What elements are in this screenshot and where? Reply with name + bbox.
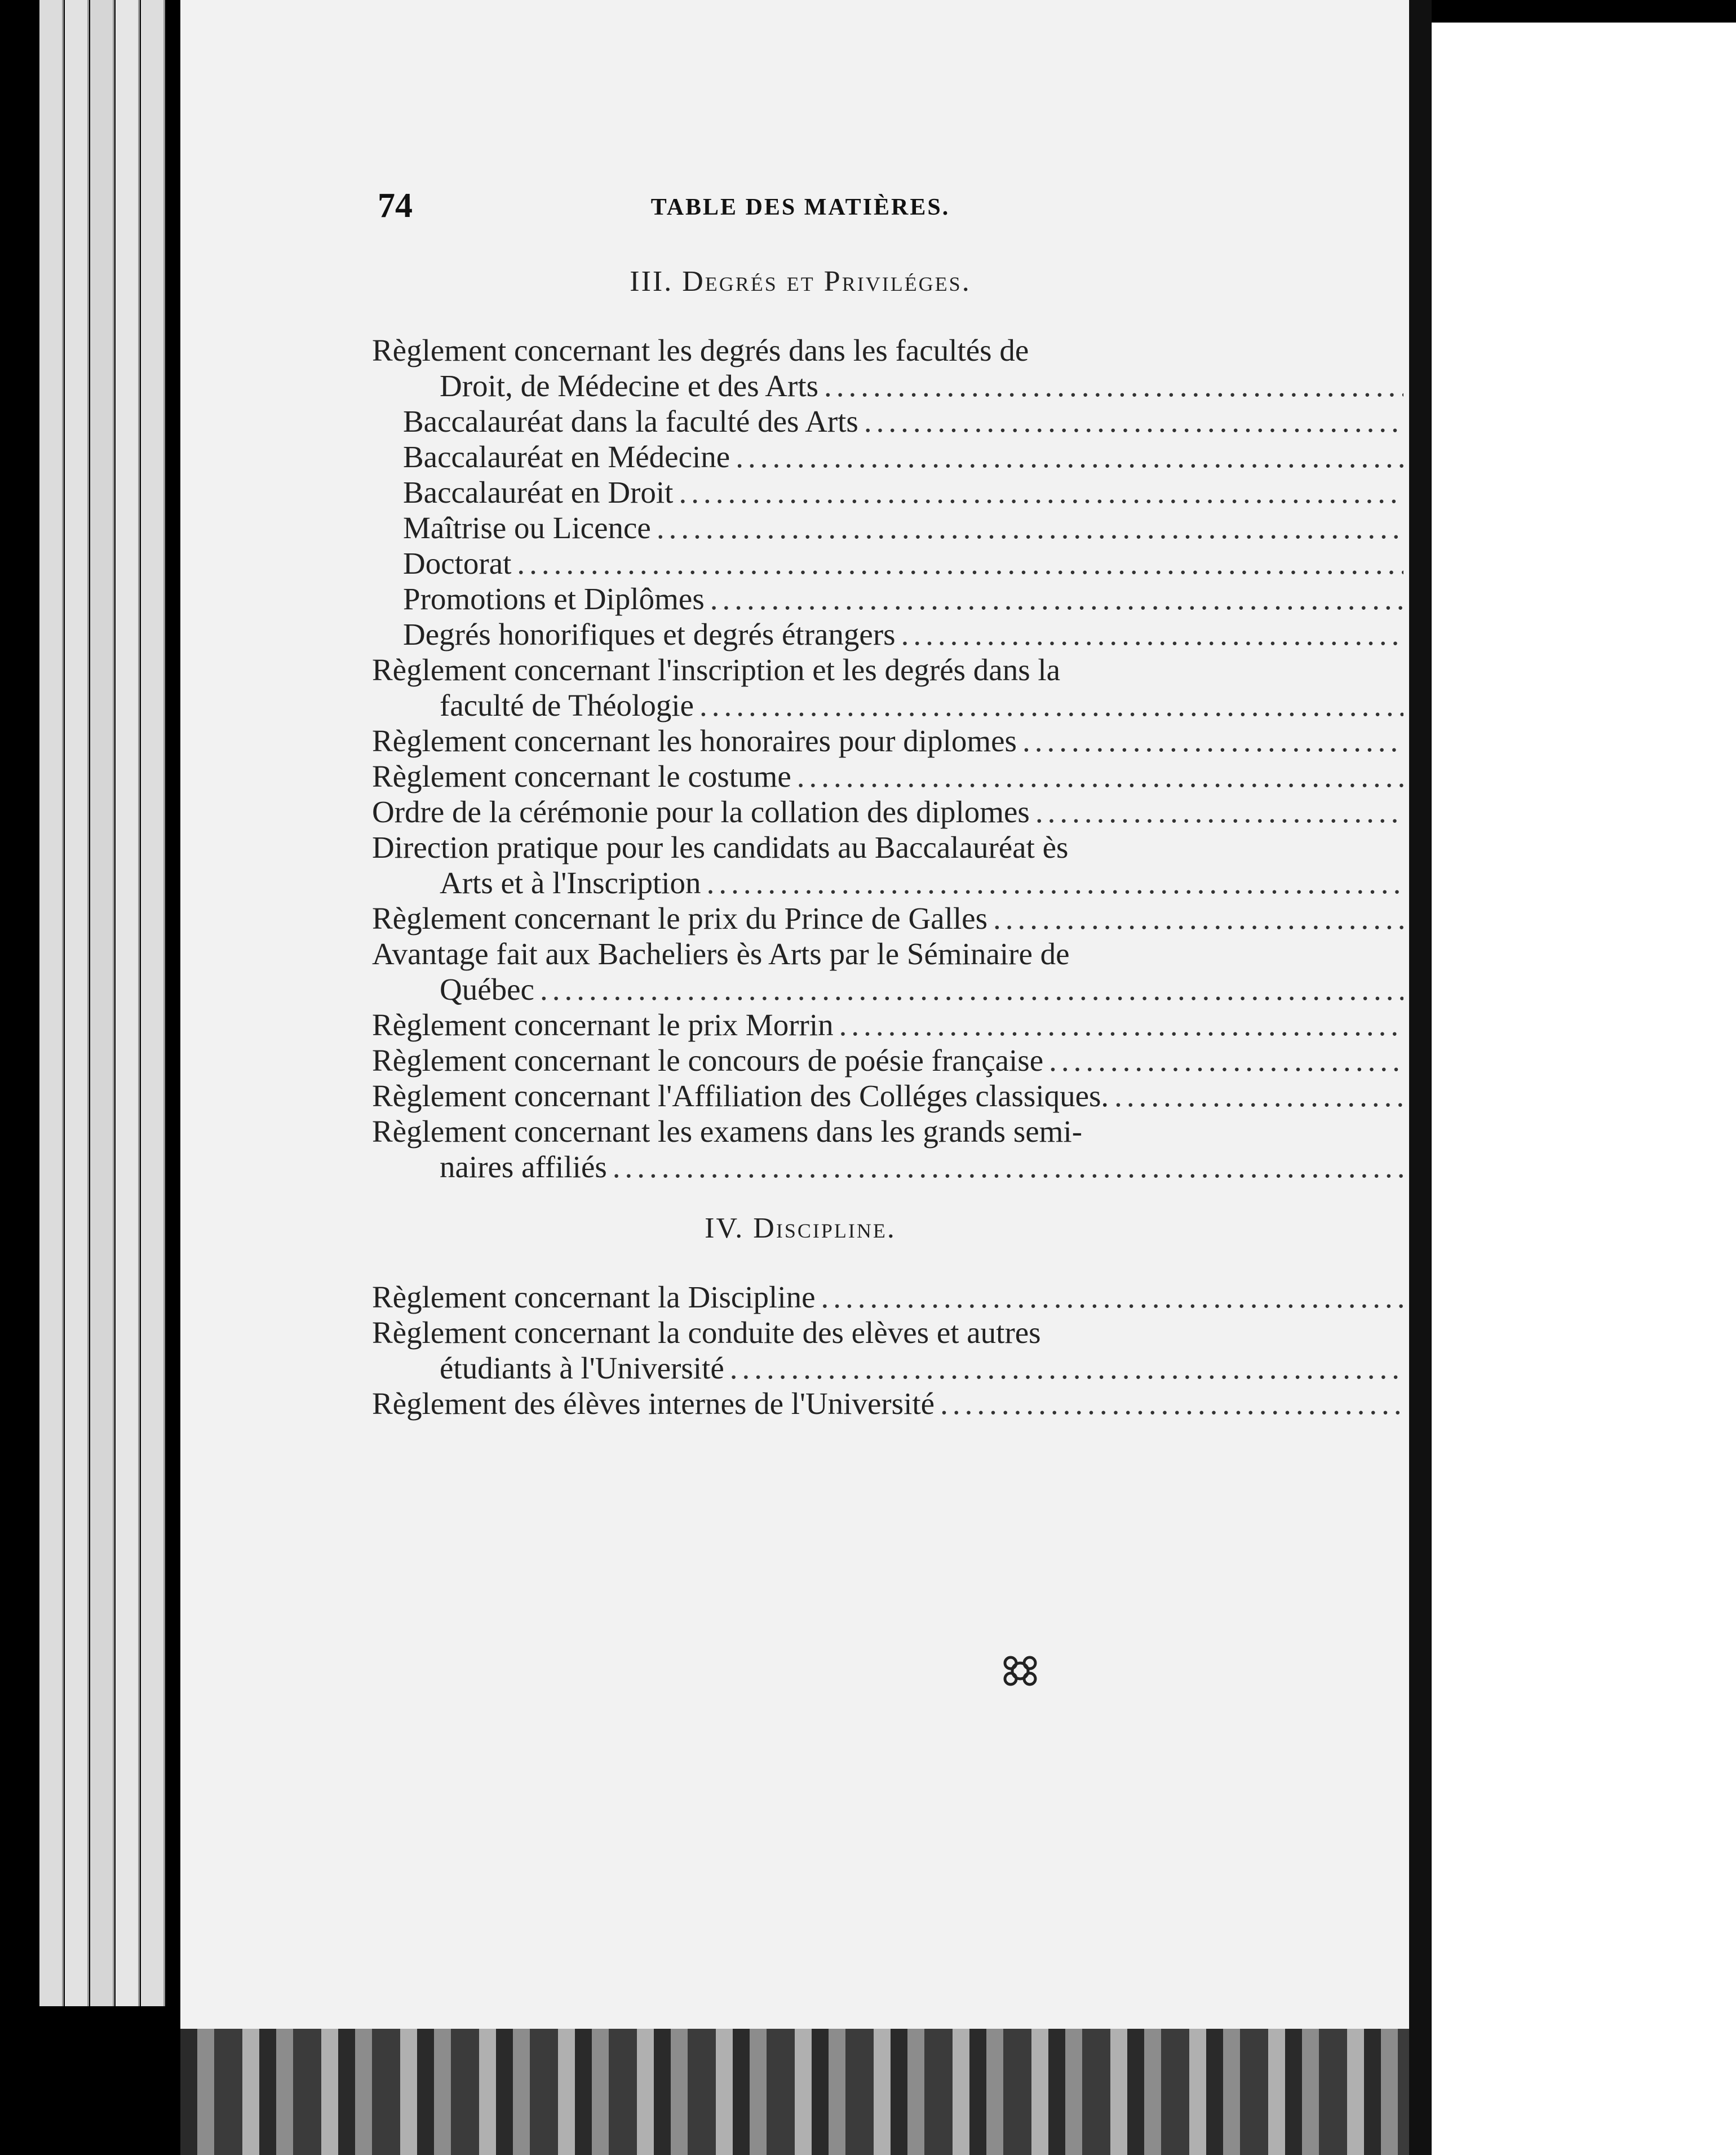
toc-entry-text: Maîtrise ou Licence [403, 511, 651, 545]
toc-entry [372, 830, 1454, 865]
page-edge [116, 0, 140, 2006]
book-gutter [1409, 0, 1432, 2155]
toc-entry-text: Arts et à l'Inscription [440, 866, 701, 900]
toc-entry [372, 652, 1454, 688]
toc-entry-continuation [372, 368, 1454, 403]
toc-entry [372, 936, 1454, 972]
toc-entry-text: Avantage fait aux Bacheliers ès Arts par le Séminaire de [372, 937, 1070, 971]
leader-dots [1035, 794, 1403, 830]
page-edge [90, 0, 114, 2006]
leader-dots [540, 972, 1403, 1007]
toc-entry [372, 546, 1454, 581]
toc-entry-text: Direction pratique pour les candidats au Baccalauréat ès [372, 830, 1069, 864]
toc-entry-text: Québec [440, 972, 534, 1006]
section-title-degrees: III. Degrés et Priviléges. [630, 265, 971, 298]
page-edges [34, 0, 186, 2155]
toc-section-discipline [372, 1279, 1454, 1421]
toc-entry-continuation [372, 688, 1454, 723]
toc-entry-text: Doctorat [403, 546, 512, 580]
leader-dots [736, 439, 1403, 475]
leader-dots [821, 1279, 1403, 1315]
toc-entry [372, 1315, 1454, 1350]
toc-entry [372, 1386, 1454, 1421]
toc-entry [372, 332, 1454, 368]
toc-entry-text: Promotions et Diplômes [403, 582, 705, 616]
toc-entry-text: Droit, de Médecine et des Arts [440, 369, 819, 403]
toc-entry [372, 759, 1454, 794]
toc-entry-text: Baccalauréat en Médecine [403, 440, 730, 474]
toc-entry [372, 1279, 1454, 1315]
toc-entry-continuation [372, 972, 1454, 1007]
toc-entry-text: Règlement concernant le prix du Prince de Galles [372, 901, 987, 935]
toc-entry [372, 1078, 1454, 1114]
toc-entry-text: Baccalauréat en Droit [403, 475, 674, 509]
section-title-discipline: IV. Discipline. [705, 1212, 896, 1244]
toc-entry-continuation [372, 865, 1454, 901]
toc-entry-continuation [372, 1350, 1454, 1386]
toc-entry [372, 794, 1454, 830]
toc-entry-text: Règlement des élèves internes de l'Université [372, 1386, 935, 1421]
leader-dots [864, 403, 1403, 439]
leader-dots [613, 1149, 1403, 1185]
toc-entry [372, 1043, 1454, 1078]
leader-dots [1049, 1043, 1403, 1078]
toc-entry-text: Règlement concernant la Discipline [372, 1280, 816, 1314]
toc-entry [372, 475, 1454, 510]
book-page [180, 0, 1420, 2029]
toc-entry [372, 403, 1454, 439]
toc-entry-text: Ordre de la cérémonie pour la collation des diplomes [372, 795, 1030, 829]
toc-entry-text: Règlement concernant le prix Morrin [372, 1008, 834, 1042]
toc-entry-text: Baccalauréat dans la faculté des Arts [403, 404, 858, 438]
leader-dots [1114, 1078, 1403, 1114]
facing-page-blank [1432, 23, 1736, 2155]
toc-entry-text: Degrés honorifiques et degrés étrangers [403, 617, 896, 651]
book-bottom-edge [180, 2029, 1420, 2155]
toc-entry-text: Règlement concernant la conduite des elèves et autres [372, 1315, 1041, 1350]
fleuron-ornament-icon [995, 1648, 1046, 1693]
leader-dots [824, 368, 1403, 403]
toc-section-degrees [372, 332, 1454, 1185]
toc-entry-text: faculté de Théologie [440, 688, 694, 722]
leader-dots [699, 688, 1403, 723]
leader-dots [993, 901, 1403, 936]
leader-dots [707, 865, 1403, 901]
running-title: TABLE DES MATIÈRES. [650, 194, 950, 220]
page-edge [65, 0, 89, 2006]
leader-dots [940, 1386, 1403, 1421]
leader-dots [679, 475, 1403, 510]
leader-dots [839, 1007, 1403, 1043]
toc-entry-text: Règlement concernant les degrés dans les facultés de [372, 333, 1029, 367]
page-edge [39, 0, 64, 2006]
leader-dots [517, 546, 1403, 581]
toc-entry-text: Règlement concernant les honoraires pour diplomes [372, 724, 1017, 758]
toc-entry [372, 617, 1454, 652]
toc-entry [372, 1007, 1454, 1043]
leader-dots [710, 581, 1403, 617]
toc-entry [372, 581, 1454, 617]
toc-entry-continuation [372, 1149, 1454, 1185]
page-edge [141, 0, 165, 2006]
toc-entry-text: naires affiliés [440, 1150, 607, 1184]
leader-dots [730, 1350, 1403, 1386]
toc-entry [372, 510, 1454, 546]
toc-entry-text: étudiants à l'Université [440, 1351, 724, 1385]
leader-dots [901, 617, 1403, 652]
toc-entry [372, 723, 1454, 759]
toc-entry [372, 901, 1454, 936]
toc-entry-text: Règlement concernant l'inscription et les degrés dans la [372, 653, 1061, 687]
page-header [180, 186, 1420, 231]
toc-entry-text: Règlement concernant le concours de poésie française [372, 1043, 1044, 1078]
toc-entry [372, 439, 1454, 475]
leader-dots [657, 510, 1403, 546]
leader-dots [797, 759, 1403, 794]
page-number: 74 [378, 187, 413, 225]
toc-entry [372, 1114, 1454, 1149]
leader-dots [1022, 723, 1403, 759]
toc-entry-text: Règlement concernant le costume [372, 759, 791, 793]
toc-entry-text: Règlement concernant l'Affiliation des Colléges classiques. [372, 1079, 1109, 1113]
toc-entry-text: Règlement concernant les examens dans les grands semi- [372, 1114, 1083, 1149]
